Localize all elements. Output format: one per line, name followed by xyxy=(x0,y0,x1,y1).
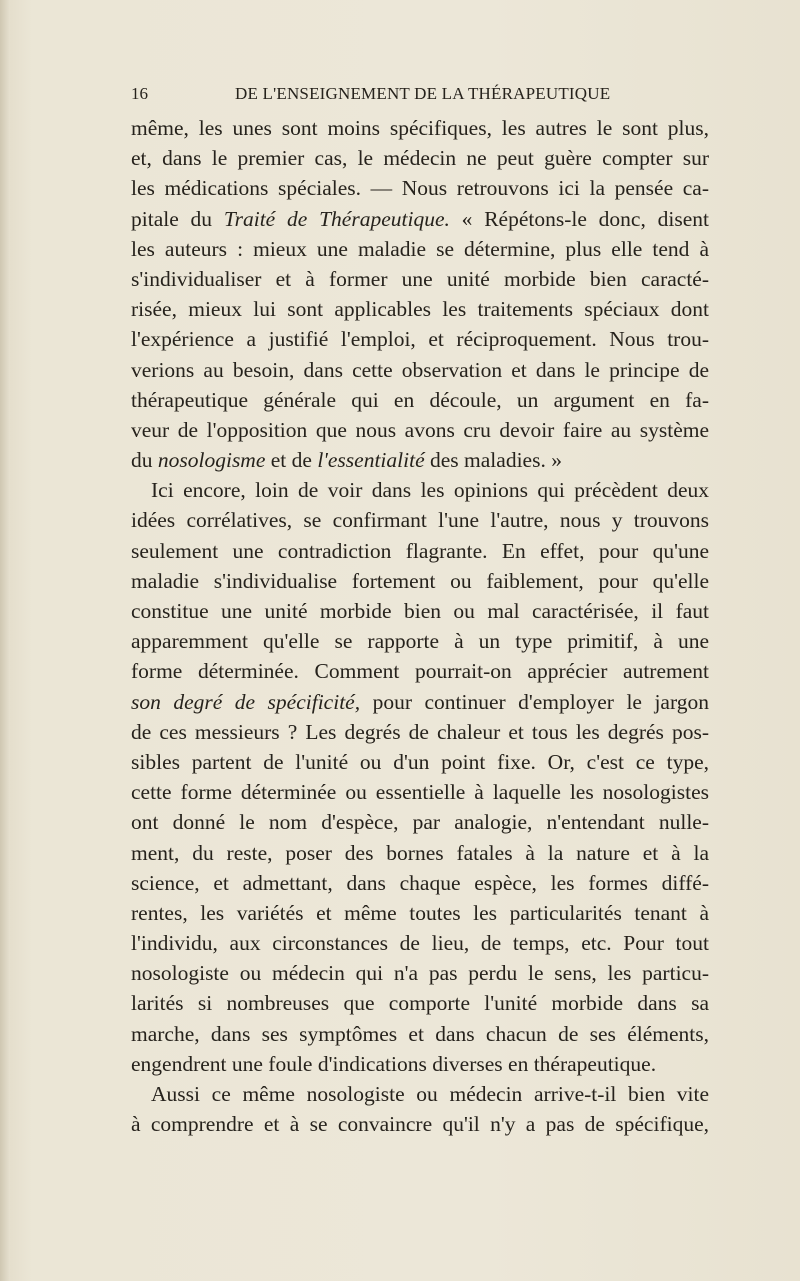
text-line: les auteurs : mieux une maladie se détermine, plus elle tend à xyxy=(131,236,709,261)
italic-term: nosologisme xyxy=(157,448,266,473)
text-line: ment, du reste, poser des bornes fatales à la nature et à la xyxy=(131,840,709,865)
text-line: verions au besoin, dans cette observation et dans le principe de xyxy=(131,357,709,382)
book-title: Traité de Thérapeutique. xyxy=(223,206,450,231)
text-line: de ces messieurs ? Les degrés de chaleur et tous les degrés pos- xyxy=(131,719,709,744)
italic-phrase: son degré de spécificité, xyxy=(131,689,361,714)
text-line: larités si nombreuses que comporte l'unité morbide dans sa xyxy=(131,991,709,1016)
text-line: pitale du Traité de Thérapeutique. « Répétons-le donc, disent xyxy=(131,206,709,231)
text-line: maladie s'individualise fortement ou faiblement, pour qu'elle xyxy=(131,568,709,593)
text-line: ont donné le nom d'espèce, par analogie, n'entendant nulle- xyxy=(131,810,709,835)
text-line: apparemment qu'elle se rapporte à un type primitif, à une xyxy=(131,629,709,654)
text-line: l'expérience a justifié l'emploi, et réciproquement. Nous trou- xyxy=(131,327,709,352)
text-line: rentes, les variétés et même toutes les particularités tenant à xyxy=(131,900,709,925)
text-line: seulement une contradiction flagrante. En effet, pour qu'une xyxy=(131,538,709,563)
text-line: veur de l'opposition que nous avons cru devoir faire au système xyxy=(131,417,709,442)
italic-term: l'essentialité xyxy=(317,448,425,473)
text-line: sibles partent de l'unité ou d'un point fixe. Or, c'est ce type, xyxy=(131,749,709,774)
text-line: nosologiste ou médecin qui n'a pas perdu le sens, les particu- xyxy=(131,961,709,986)
text-line: du nosologisme et de l'essentialité des maladies. » xyxy=(131,448,562,473)
text-line: marche, dans ses symptômes et dans chacun de ses éléments, xyxy=(131,1021,709,1046)
running-title: DE L'ENSEIGNEMENT DE LA THÉRAPEUTIQUE xyxy=(235,84,611,103)
text-line: constitue une unité morbide bien ou mal caractérisée, il faut xyxy=(131,599,709,623)
text-line: à comprendre et à se convaincre qu'il n'y a pas de spécifique, xyxy=(131,1112,709,1137)
text-line: cette forme déterminée ou essentielle à laquelle les nosologistes xyxy=(131,780,709,805)
text-line: même, les unes sont moins spécifiques, les autres le sont plus, xyxy=(131,116,709,140)
text-line: Aussi ce même nosologiste ou médecin arrive-t-il bien vite xyxy=(151,1082,709,1106)
text-line: science, et admettant, dans chaque espèce, les formes diffé- xyxy=(131,870,709,895)
text-line: l'individu, aux circonstances de lieu, de temps, etc. Pour tout xyxy=(131,931,709,956)
text-line: Ici encore, loin de voir dans les opinions qui précèdent deux xyxy=(151,478,709,503)
text-line: idées corrélatives, se confirmant l'une l'autre, nous y trouvons xyxy=(131,508,709,533)
text-line: les médications spéciales. — Nous retrouvons ici la pensée ca- xyxy=(131,176,709,201)
page-gutter xyxy=(0,0,10,1281)
text-line: son degré de spécificité, pour continuer d'employer le jargon xyxy=(131,689,709,714)
text-line: thérapeutique générale qui en découle, un argument en fa- xyxy=(131,387,709,412)
text-line: engendrent une foule d'indications diverses en thérapeutique. xyxy=(131,1051,657,1076)
text-line: et, dans le premier cas, le médecin ne peut guère compter sur xyxy=(131,146,709,171)
text-line: s'individualiser et à former une unité morbide bien caracté- xyxy=(131,266,709,291)
text-line: forme déterminée. Comment pourrait-on apprécier autrement xyxy=(131,659,709,684)
page-number: 16 xyxy=(131,84,148,103)
body-text xyxy=(131,113,709,1139)
text-line: risée, mieux lui sont applicables les traitements spéciaux dont xyxy=(131,297,709,322)
running-header xyxy=(131,84,661,108)
